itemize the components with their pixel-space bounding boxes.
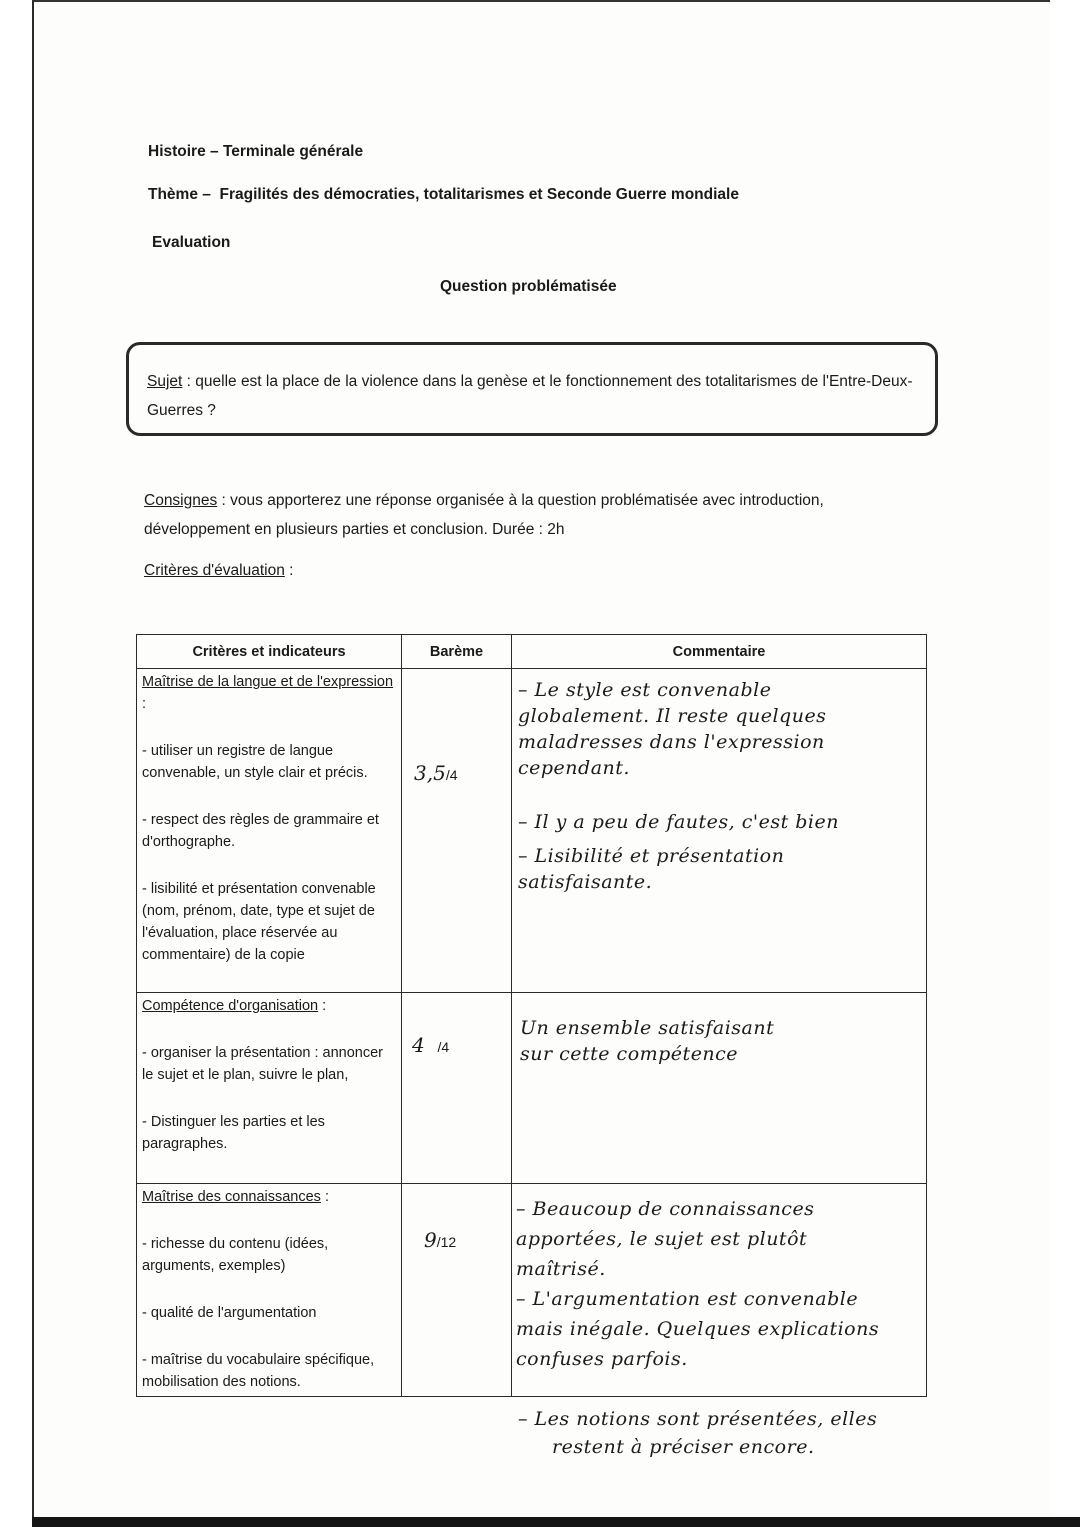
comment-cell [512,993,927,1184]
question-type: Question problématisée [440,278,617,295]
comment-line: maîtrisé. [516,1258,606,1280]
score-value: 9 [424,1228,437,1252]
score-cell [402,1184,512,1397]
criteria-title: Maîtrise des connaissances [142,1189,321,1205]
table-row [137,669,927,993]
evaluation-label: Evaluation [152,234,231,251]
score-cell [402,669,512,993]
theme-prefix: Thème – [148,186,211,203]
comment-line: restent à préciser encore. [552,1436,815,1458]
criteria-title: Compétence d'organisation [142,998,319,1014]
criteria-item: - respect des règles de grammaire et d'orthographe. [142,812,379,850]
table-row [137,993,927,1184]
comment-cell [512,669,927,993]
table-row [137,1184,927,1397]
score-cell [402,993,512,1184]
comment-line: Un ensemble satisfaisant [520,1017,775,1039]
criteres-heading [144,562,293,580]
sujet-text: : quelle est la place de la violence dans la genèse et le fonctionnement des totalitarismes de l'Entre-Deux-Guerres ? [147,373,913,419]
sujet-label: Sujet [147,373,183,390]
table-header-row [137,635,927,669]
score-max: /4 [445,767,458,783]
criteria-cell: Maîtrise de la langue et de l'expression : - utiliser un registre de langue convenable, un style clair et précis. - respect des règles de grammaire et d'orthographe. - lisibilité et présentation convenable (nom, prénom, date, type et sujet de l'évaluation, place réservée au commentaire) de la copie [137,669,402,993]
header-criteres: Critères et indicateurs [137,635,402,669]
header-bareme: Barème [402,635,512,669]
score-value: 3,5 [414,761,446,785]
comment-cell [512,1184,927,1397]
criteres-label: Critères d'évaluation [144,562,285,579]
evaluation-table [136,634,927,1397]
score-max: /12 [436,1234,457,1250]
criteria-item: - organiser la présentation : annoncer le sujet et le plan, suivre le plan, [142,1045,384,1083]
comment-line: globalement. Il reste quelques [518,705,827,727]
comment-line: mais inégale. Quelques explications [516,1318,880,1340]
page-edge-shadow [32,1517,1080,1527]
criteria-cell: Compétence d'organisation : - organiser la présentation : annoncer le sujet et le plan, suivre le plan, - Distinguer les parties et les paragraphes. [137,993,402,1184]
comment-line: satisfaisante. [518,871,653,893]
comment-line: cependant. [518,757,630,779]
consignes-label: Consignes [144,492,218,509]
header-commentaire: Commentaire [512,635,927,669]
comment-line: – Les notions sont présentées, elles [518,1408,878,1430]
sujet-box [126,342,938,436]
theme-line [148,186,739,204]
criteria-item: - Distinguer les parties et les paragraphes. [142,1114,325,1152]
criteria-item: - utiliser un registre de langue convenable, un style clair et précis. [142,743,368,781]
consignes [144,486,924,544]
comment-line: – Beaucoup de connaissances [516,1198,815,1220]
score-value: 4 [412,1033,425,1057]
criteres-suffix: : [284,562,294,579]
comment-line: confuses parfois. [516,1348,688,1370]
comment-line: – Le style est convenable [518,679,772,701]
criteria-item: - lisibilité et présentation convenable (nom, prénom, date, type et sujet de l'évaluation, place réservée au commentaire) de la copie [142,881,376,963]
score-max: /4 [437,1039,450,1055]
comment-overflow [518,1405,877,1461]
criteria-item: - qualité de l'argumentation [142,1305,317,1321]
consignes-text: : vous apporterez une réponse organisée à la question problématisée avec introduction, développement en plusieurs parties et conclusion. Durée : 2h [144,492,824,538]
comment-line: – Il y a peu de fautes, c'est bien [518,811,839,833]
criteria-item: - richesse du contenu (idées, arguments, exemples) [142,1236,329,1274]
theme-title: Fragilités des démocraties, totalitarismes et Seconde Guerre mondiale [219,186,739,203]
comment-line: maladresses dans l'expression [518,731,825,753]
comment-line: – L'argumentation est convenable [516,1288,859,1310]
comment-line: – Lisibilité et présentation [518,845,785,867]
comment-line: apportées, le sujet est plutôt [516,1228,808,1250]
course-title: Histoire – Terminale générale [148,143,364,160]
comment-line: sur cette compétence [520,1043,739,1065]
criteria-title: Maîtrise de la langue et de l'expression [142,674,394,690]
criteria-cell: Maîtrise des connaissances : - richesse du contenu (idées, arguments, exemples) - qualité de l'argumentation - maîtrise du vocabulaire spécifique, mobilisation des notions. [137,1184,402,1397]
criteria-item: - maîtrise du vocabulaire spécifique, mobilisation des notions. [142,1352,375,1390]
